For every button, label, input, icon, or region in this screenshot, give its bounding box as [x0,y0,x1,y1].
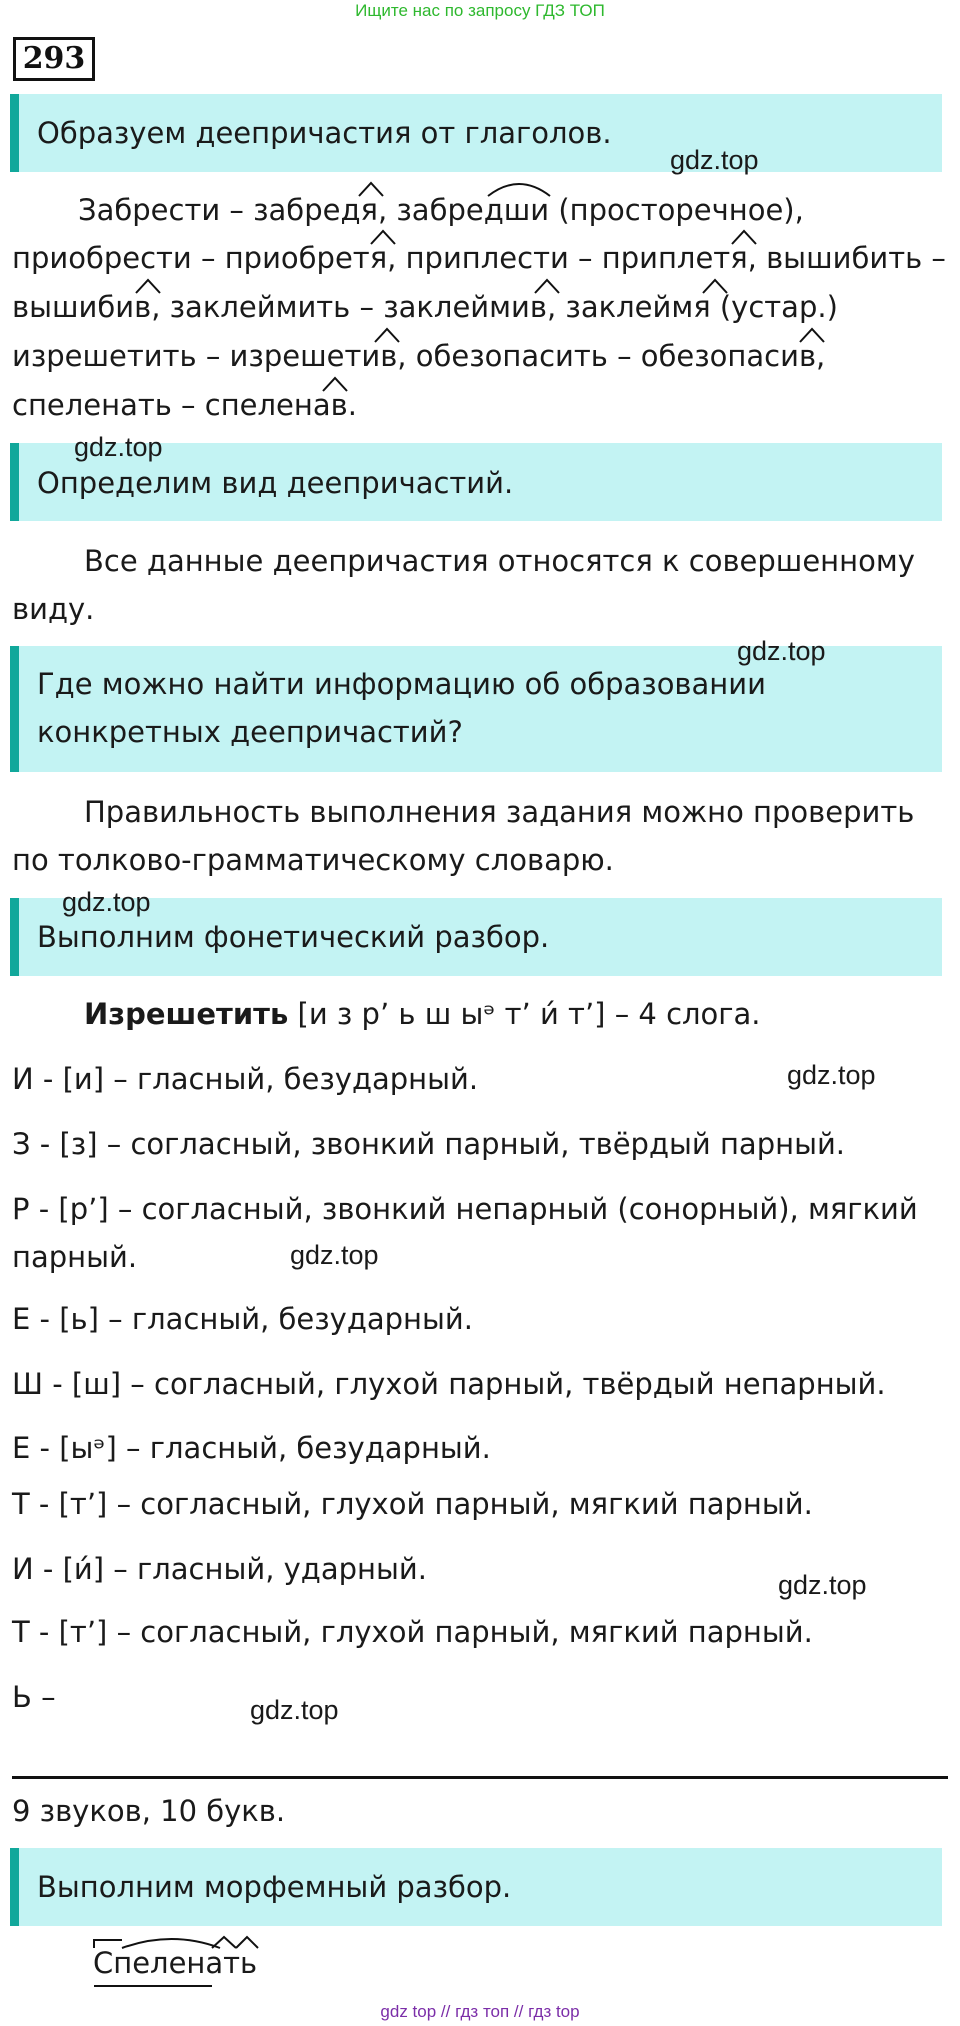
suffix-mark-icon [355,180,387,198]
phonetic-heading [84,990,761,1038]
task-number: 293 [13,37,95,81]
footer-links: gdz top // гдз топ // гдз top [380,2002,580,2021]
watermark: gdz.top [74,432,163,462]
heading-text: конкретных деепричастий? [37,715,463,749]
watermark: gdz.top [778,1570,867,1600]
phonetic-row: Е - [ь] – гласный, безударный. [12,1302,473,1336]
phonetic-row: Т - [т’] – согласный, глухой парный, мягкий парный. [12,1487,813,1521]
phonetic-row: З - [з] – согласный, звонкий парный, твёрдый парный. [12,1127,846,1161]
suffix-mark-icon [728,228,760,246]
phonetic-summary: 9 звуков, 10 букв. [12,1794,286,1828]
suffix-mark-icon [371,326,403,344]
phonetic-transcription: [и з р’ ь ш ыᵊ т’ и́ т’] – 4 слога. [297,997,761,1031]
paragraph-line: Все данные деепричастия относятся к совершенному [84,544,915,578]
watermark: gdz.top [670,145,759,175]
paragraph-line: вышибив, заклеймить – заклеймив, заклеймя (устар.) [12,290,838,324]
phonetic-row: Т - [т’] – согласный, глухой парный, мягкий парный. [12,1615,813,1649]
phonetic-row: Ш - [ш] – согласный, глухой парный, твёрдый непарный. [12,1367,886,1401]
suffix-mark-icon [796,326,828,344]
phonetic-row: Е - [ыᵊ] – гласный, безударный. [12,1431,491,1465]
heading-text: Выполним морфемный разбор. [37,1870,512,1904]
suffix-arc-icon [485,178,553,198]
phonetic-word: Изрешетить [84,997,289,1031]
phonetic-row: Ь – [12,1680,56,1714]
paragraph-line: спеленать – спеленав. [12,388,357,422]
watermark: gdz.top [250,1695,339,1725]
morpheme-marks-icon [92,1934,262,1990]
paragraph-line: приобрести – приобретя, приплести – приплетя, вышибить – [12,241,946,275]
suffix-mark-icon [319,375,351,393]
heading-text: Образуем деепричастия от глаголов. [37,116,612,150]
phonetic-row: парный. [12,1240,138,1274]
suffix-mark-icon [699,277,731,295]
suffix-mark-icon [531,277,563,295]
watermark: gdz.top [787,1060,876,1090]
phonetic-row: Р - [р’] – согласный, звонкий непарный (сонорный), мягкий [12,1192,918,1226]
heading-text: Где можно найти информацию об образовании [37,667,766,701]
heading-text: Выполним фонетический разбор. [37,920,550,954]
paragraph-line: Правильность выполнения задания можно проверить [84,795,915,829]
phonetic-row: И - [и] – гласный, безударный. [12,1062,479,1096]
top-banner: Ищите нас по запросу ГДЗ ТОП [355,1,605,20]
phonetic-row: И - [и́] – гласный, ударный. [12,1552,427,1586]
watermark: gdz.top [290,1240,379,1270]
paragraph-line: изрешетить – изрешетив, обезопасить – обезопасив, [12,339,826,373]
heading-band-5 [10,1848,942,1926]
morpheme-word: Спеленать [93,1946,258,1980]
divider-line [12,1776,948,1779]
paragraph-line: виду. [12,592,95,626]
paragraph-line: Забрести – забредя, забредши (просторечное), [78,193,804,227]
suffix-mark-icon [367,228,399,246]
watermark: gdz.top [62,887,151,917]
suffix-mark-icon [132,277,164,295]
paragraph-line: по толково-грамматическому словарю. [12,843,614,877]
watermark: gdz.top [737,636,826,666]
heading-band-1 [10,94,942,172]
heading-text: Определим вид деепричастий. [37,466,514,500]
